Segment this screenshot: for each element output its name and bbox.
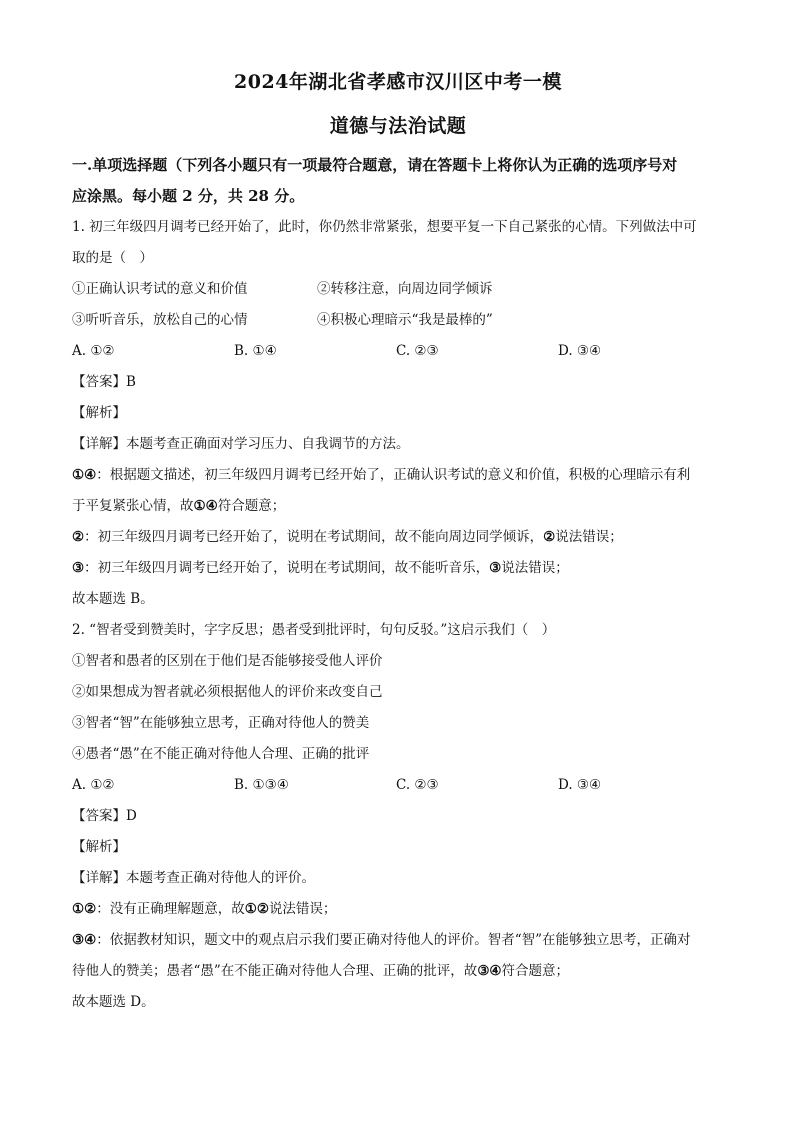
q2-option-d: D. ③④ (558, 777, 602, 793)
question-1 (72, 212, 724, 615)
q1-exp1-text-a: ：根据题文描述，初三年级四月调考已经开始了，正确认识考试的意义和价值，积极的心理暗示有利 (96, 467, 691, 483)
q2-item-3: ③智者“智”在能够独立思考，正确对待他人的赞美 (72, 715, 370, 731)
q1-option-d: D. ③④ (558, 343, 602, 359)
q2-analysis-label: 【解析】 (72, 839, 126, 855)
q1-detail: 【详解】本题考查正确面对学习压力、自我调节的方法。 (72, 436, 410, 452)
q2-detail: 【详解】本题考查正确对待他人的评价。 (72, 870, 315, 886)
q2-exp1-ref: ①② (244, 901, 269, 917)
q1-options (72, 336, 724, 367)
q2-answer: 【答案】D (72, 808, 137, 824)
q2-item-4: ④愚者“愚”在不能正确对待他人合理、正确的批评 (72, 746, 370, 762)
q2-explanation-2b (72, 956, 724, 987)
q1-option-c: C. ②③ (396, 343, 439, 359)
q1-exp3-label: ③ (72, 560, 85, 576)
q1-item-2: ②转移注意，向周边同学倾诉 (317, 281, 493, 297)
q1-exp2-text: ：初三年级四月调考已经开始了，说明在考试期间，故不能向周边同学倾诉， (84, 529, 544, 545)
q1-explanation-1b (72, 491, 724, 522)
q1-exp1-label: ①④ (72, 467, 97, 483)
q1-exp1-text-c: 符合题意； (217, 498, 286, 514)
q1-exp3-text: ：初三年级四月调考已经开始了，说明在考试期间，故不能听音乐， (84, 560, 490, 576)
page-subtitle: 道德与法治试题 (329, 115, 467, 137)
section-heading-line1: 一.单项选择题（下列各小题只有一项最符合题意，请在答题卡上将你认为正确的选项序号对 (72, 156, 678, 174)
q2-option-a: A. ①② (72, 777, 115, 793)
q1-stem-line2: 取的是（ ） (72, 250, 153, 266)
q1-answer: 【答案】B (72, 374, 136, 390)
q1-exp2-tail: 说法错误； (555, 529, 623, 545)
q1-items-row1 (72, 274, 724, 305)
q1-explanation-1a (72, 460, 724, 491)
q2-conclusion: 故本题选 D。 (72, 994, 155, 1010)
q2-stem: 2. “智者受到赞美时，字字反思；愚者受到批评时，句句反驳。”这启示我们（ ） (72, 622, 556, 638)
q2-item-2: ②如果想成为智者就必须根据他人的评价来改变自己 (72, 684, 383, 700)
q1-exp3-ref: ③ (489, 560, 502, 576)
q2-options (72, 770, 724, 801)
q1-item-3: ③听听音乐，放松自己的心情 (72, 312, 248, 328)
question-2 (72, 615, 724, 1018)
q1-explanation-3 (72, 553, 724, 584)
q1-exp3-tail: 说法错误； (501, 560, 569, 576)
page-title: 2024年湖北省孝感市汉川区中考一模 (234, 71, 562, 93)
q1-exp1-text-b: 于平复紧张心情，故 (72, 498, 194, 514)
q2-exp2-text-c: 符合题意； (501, 963, 570, 979)
q1-stem-line1: 1. 初三年级四月调考已经开始了，此时，你仍然非常紧张，想要平复一下自己紧张的心情。下列做法中可 (72, 219, 697, 235)
q2-explanation-1 (72, 894, 724, 925)
q1-exp2-label: ② (72, 529, 85, 545)
q1-exp2-ref: ② (543, 529, 556, 545)
exam-page (72, 62, 724, 1018)
q2-exp1-text: ：没有正确理解题意，故 (96, 901, 245, 917)
q1-option-a: A. ①② (72, 343, 115, 359)
q1-items-row2 (72, 305, 724, 336)
q1-item-1: ①正确认识考试的意义和价值 (72, 281, 248, 297)
q2-exp2-ref: ③④ (477, 963, 502, 979)
q1-option-b: B. ①④ (234, 343, 277, 359)
q2-explanation-2a (72, 925, 724, 956)
section-heading-line2: 应涂黑。每小题 2 分，共 28 分。 (72, 187, 305, 205)
q2-option-c: C. ②③ (396, 777, 439, 793)
q1-exp1-ref: ①④ (193, 498, 218, 514)
q2-option-b: B. ①③④ (234, 777, 289, 793)
q2-exp2-text-a: ：依据教材知识，题文中的观点启示我们要正确对待他人的评价。智者“智”在能够独立思考，正确对 (96, 932, 691, 948)
q1-conclusion: 故本题选 B。 (72, 591, 154, 607)
q2-exp2-text-b: 待他人的赞美；愚者“愚”在不能正确对待他人合理、正确的批评，故 (72, 963, 478, 979)
q2-exp2-label: ③④ (72, 932, 97, 948)
q2-exp1-tail: 说法错误； (268, 901, 337, 917)
q2-item-1: ①智者和愚者的区别在于他们是否能够接受他人评价 (72, 653, 383, 669)
q1-item-4: ④积极心理暗示“我是最棒的” (317, 312, 493, 328)
q1-analysis-label: 【解析】 (72, 405, 126, 421)
q1-explanation-2 (72, 522, 724, 553)
q2-exp1-label: ①② (72, 901, 97, 917)
